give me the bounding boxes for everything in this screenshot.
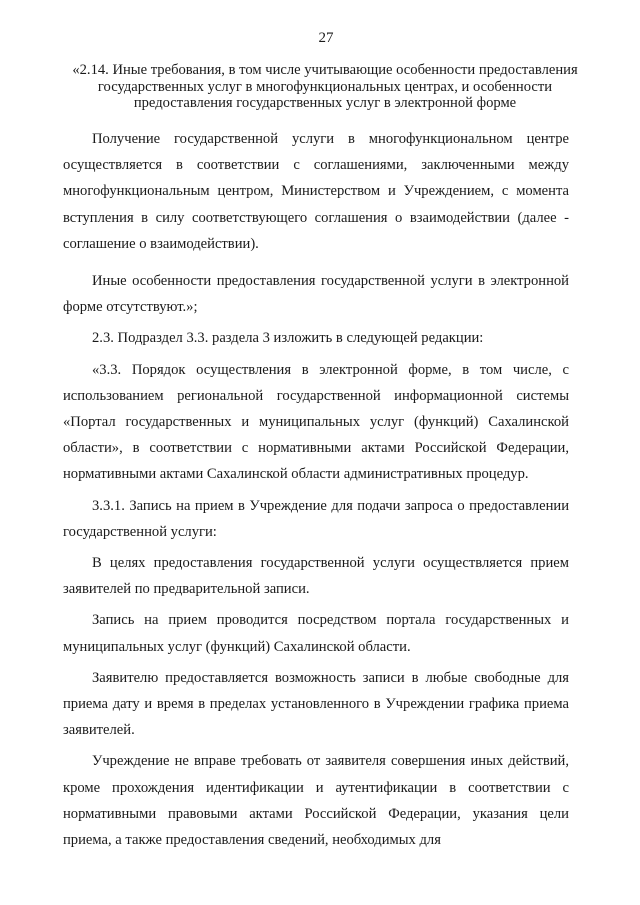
paragraph: «3.3. Порядок осуществления в электронной форме, в том числе, с использованием региональной государственной информационной системы «Портал государственных и муниципальных услуг (функций) Сахалинской области», в соответствии с нормативными актами Российской Федерации, нормативными актами Сахалинской области административных процедур. [63,361,569,483]
paragraph: В целях предоставления государственной услуги осуществляется прием заявителей по предварительной записи. [63,555,569,598]
paragraph: 2.3. Подраздел 3.3. раздела 3 изложить в следующей редакции: [92,330,484,347]
paragraph: Получение государственной услуги в многофункциональном центре осуществляется в соответствии с соглашениями, заключенными между многофункциональным центром, Министерством и Учреждением, с момента вступления в силу соответствующего соглашения о взаимодействии (далее - соглашение о взаимодействии). [63,131,569,252]
paragraph: Запись на прием проводится посредством портала государственных и муниципальных услуг (функций) Сахалинской области. [63,612,569,655]
paragraph: 3.3.1. Запись на прием в Учреждение для подачи запроса о предоставлении государственной услуги: [63,497,569,540]
document-body [63,126,569,858]
section-heading: «2.14. Иные требования, в том числе учитывающие особенности предоставления государственных услуг в многофункциональных центрах, и особенности предоставления государственных услуг в электронной форме [72,62,578,111]
paragraph: Иные особенности предоставления государственной услуги в электронной форме отсутствуют.»; [63,273,569,316]
paragraph: Заявителю предоставляется возможность записи в любые свободные для приема дату и время в пределах установленного в Учреждении графика приема заявителей. [63,669,569,739]
paragraph: Учреждение не вправе требовать от заявителя совершения иных действий, кроме прохождения идентификации и аутентификации в соответствии с нормативными правовыми актами Российской Федерации, указания цели приема, а также предоставления сведений, необходимых для [63,753,569,849]
page-number: 27 [318,30,334,46]
